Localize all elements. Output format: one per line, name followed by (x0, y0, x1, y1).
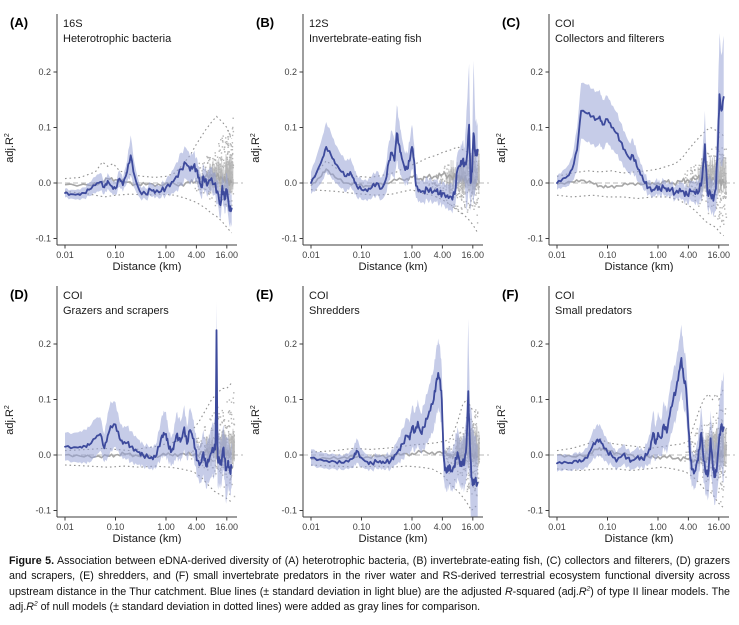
data-layers (65, 302, 235, 503)
x-tick-label: 0.01 (56, 250, 74, 260)
x-tick-label: 1.00 (649, 250, 667, 260)
caption-segment: of null models (± standard deviation in dotted lines) were added as gray lines for comparison. (37, 601, 481, 614)
data-layers (557, 325, 727, 508)
panel-group-title: Small predators (555, 305, 633, 317)
caption-segment: -squared (adj. (512, 585, 579, 598)
y-tick-label: 0.1 (38, 122, 51, 133)
x-axis-title: Distance (km) (604, 261, 674, 272)
y-tick-label: -0.1 (35, 505, 51, 516)
panel-label: (C) (502, 15, 521, 30)
x-tick-label: 16.00 (461, 250, 485, 260)
panel-label: (D) (10, 287, 29, 302)
panel-d-chart (0, 272, 246, 544)
y-axis-title: $adj.R^2$ (250, 405, 262, 435)
x-tick-label: 16.00 (707, 250, 731, 260)
y-tick-label: 0.2 (38, 339, 51, 350)
x-tick-label: 1.00 (403, 250, 421, 260)
y-tick-label: -0.1 (35, 233, 51, 244)
panel-group-title: Shredders (309, 305, 360, 317)
x-tick-label: 0.01 (548, 250, 566, 260)
blue-sd-ribbon (311, 319, 478, 544)
y-tick-label: -0.1 (281, 505, 297, 516)
x-tick-label: 1.00 (649, 522, 667, 532)
y-axis-title: $adj.R^2$ (250, 133, 262, 163)
x-tick-label: 4.00 (679, 250, 698, 260)
x-tick-label: 1.00 (157, 250, 175, 260)
blue-sd-ribbon (557, 325, 724, 505)
panel-group-title: Collectors and filterers (555, 33, 665, 45)
panel-group-title: Grazers and scrapers (63, 305, 169, 317)
x-tick-label: 1.00 (403, 522, 421, 532)
x-tick-label: 0.10 (598, 250, 617, 260)
y-axis-title: $adj.R^2$ (496, 405, 508, 435)
x-axis-title: Distance (km) (358, 533, 428, 544)
panel-marker-title: COI (309, 290, 329, 302)
data-layers (311, 319, 480, 544)
data-layers (557, 33, 727, 236)
panel-d (0, 272, 246, 544)
x-tick-label: 4.00 (679, 522, 698, 532)
panel-b-chart (246, 0, 492, 272)
panel-marker-title: 16S (63, 18, 83, 30)
x-tick-label: 0.01 (56, 522, 74, 532)
x-axis-title: Distance (km) (112, 261, 182, 272)
caption-segment: 2 (33, 600, 38, 608)
x-tick-label: 16.00 (215, 250, 239, 260)
y-tick-label: 0.0 (38, 450, 51, 461)
y-tick-label: 0.0 (38, 178, 51, 189)
x-axis-title: Distance (km) (358, 261, 428, 272)
x-axis-title: Distance (km) (604, 533, 674, 544)
y-tick-label: 0.0 (530, 450, 543, 461)
x-tick-label: 16.00 (461, 522, 485, 532)
blue-sd-ribbon (311, 61, 478, 214)
panel-group-title: Invertebrate-eating fish (309, 33, 422, 45)
null-sd-upper-dotted (311, 400, 478, 453)
panel-marker-title: COI (63, 290, 83, 302)
panel-b (246, 0, 492, 272)
y-tick-label: 0.2 (284, 339, 297, 350)
y-tick-label: 0.1 (530, 122, 543, 133)
null-sd-lower-dotted (557, 467, 724, 508)
x-tick-label: 0.10 (598, 522, 617, 532)
y-tick-label: 0.1 (38, 394, 51, 405)
x-tick-label: 0.10 (106, 522, 125, 532)
x-tick-label: 1.00 (157, 522, 175, 532)
panel-group-title: Heterotrophic bacteria (63, 33, 172, 45)
blue-sd-ribbon (65, 302, 232, 503)
y-tick-label: 0.2 (38, 67, 51, 78)
y-tick-label: 0.0 (530, 178, 543, 189)
figure-caption (9, 554, 730, 616)
y-tick-label: -0.1 (527, 233, 543, 244)
y-tick-label: 0.0 (284, 450, 297, 461)
panel-marker-title: 12S (309, 18, 329, 30)
panel-f (492, 272, 738, 544)
y-tick-label: 0.1 (284, 122, 297, 133)
caption-segment: R (26, 601, 34, 614)
x-tick-label: 0.10 (106, 250, 125, 260)
panel-a (0, 0, 246, 272)
caption-segment: R (578, 585, 587, 598)
y-tick-label: 0.2 (530, 339, 543, 350)
panel-e-chart (246, 272, 492, 544)
y-axis-title: $adj.R^2$ (4, 133, 16, 163)
data-layers (311, 61, 480, 233)
y-tick-label: -0.1 (281, 233, 297, 244)
panel-label: (A) (10, 15, 29, 30)
panel-label: (F) (502, 287, 519, 302)
panel-e (246, 272, 492, 544)
panel-label: (E) (256, 287, 274, 302)
panel-marker-title: COI (555, 290, 575, 302)
caption-segment: Association between eDNA-derived diversity of (A) heterotrophic bacteria, (B) invertebrate-eating fish, (C) collectors and filterers, (D) grazers and scrapers, (E) shredders, and (F) small invertebrate predators in the river water and RS-derived terrestrial ecosystem functional diversity across upstream distance in the Thur catchment. Blue lines (± standard deviation in light blue) are the adjusted (9, 555, 730, 598)
panel-c-chart (492, 0, 738, 272)
panel-f-chart (492, 272, 738, 544)
data-layers (65, 116, 234, 232)
x-tick-label: 4.00 (187, 250, 206, 260)
caption-segment: 2 (586, 585, 591, 593)
y-axis-title: $adj.R^2$ (496, 133, 508, 163)
x-axis-title: Distance (km) (112, 533, 182, 544)
null-sd-upper-dotted (65, 116, 232, 178)
y-axis-title: $adj.R^2$ (4, 405, 16, 435)
x-tick-label: 16.00 (215, 522, 239, 532)
y-tick-label: 0.2 (284, 67, 297, 78)
panel-marker-title: COI (555, 18, 575, 30)
caption-segment: ) of type II linear models. The adj. (9, 585, 730, 614)
caption-segment: R (504, 585, 513, 598)
y-tick-label: 0.0 (284, 178, 297, 189)
panel-label: (B) (256, 15, 275, 30)
y-tick-label: -0.1 (527, 505, 543, 516)
y-tick-label: 0.1 (530, 394, 543, 405)
x-tick-label: 0.01 (302, 522, 320, 532)
x-tick-label: 0.10 (352, 522, 371, 532)
panel-a-chart (0, 0, 246, 272)
x-tick-label: 4.00 (433, 522, 452, 532)
x-tick-label: 0.10 (352, 250, 371, 260)
x-tick-label: 4.00 (187, 522, 206, 532)
caption-segment: Figure 5. (9, 555, 55, 567)
panel-c (492, 0, 738, 272)
y-tick-label: 0.2 (530, 67, 543, 78)
x-tick-label: 0.01 (548, 522, 566, 532)
x-tick-label: 4.00 (433, 250, 452, 260)
x-tick-label: 0.01 (302, 250, 320, 260)
y-tick-label: 0.1 (284, 394, 297, 405)
x-tick-label: 16.00 (707, 522, 731, 532)
